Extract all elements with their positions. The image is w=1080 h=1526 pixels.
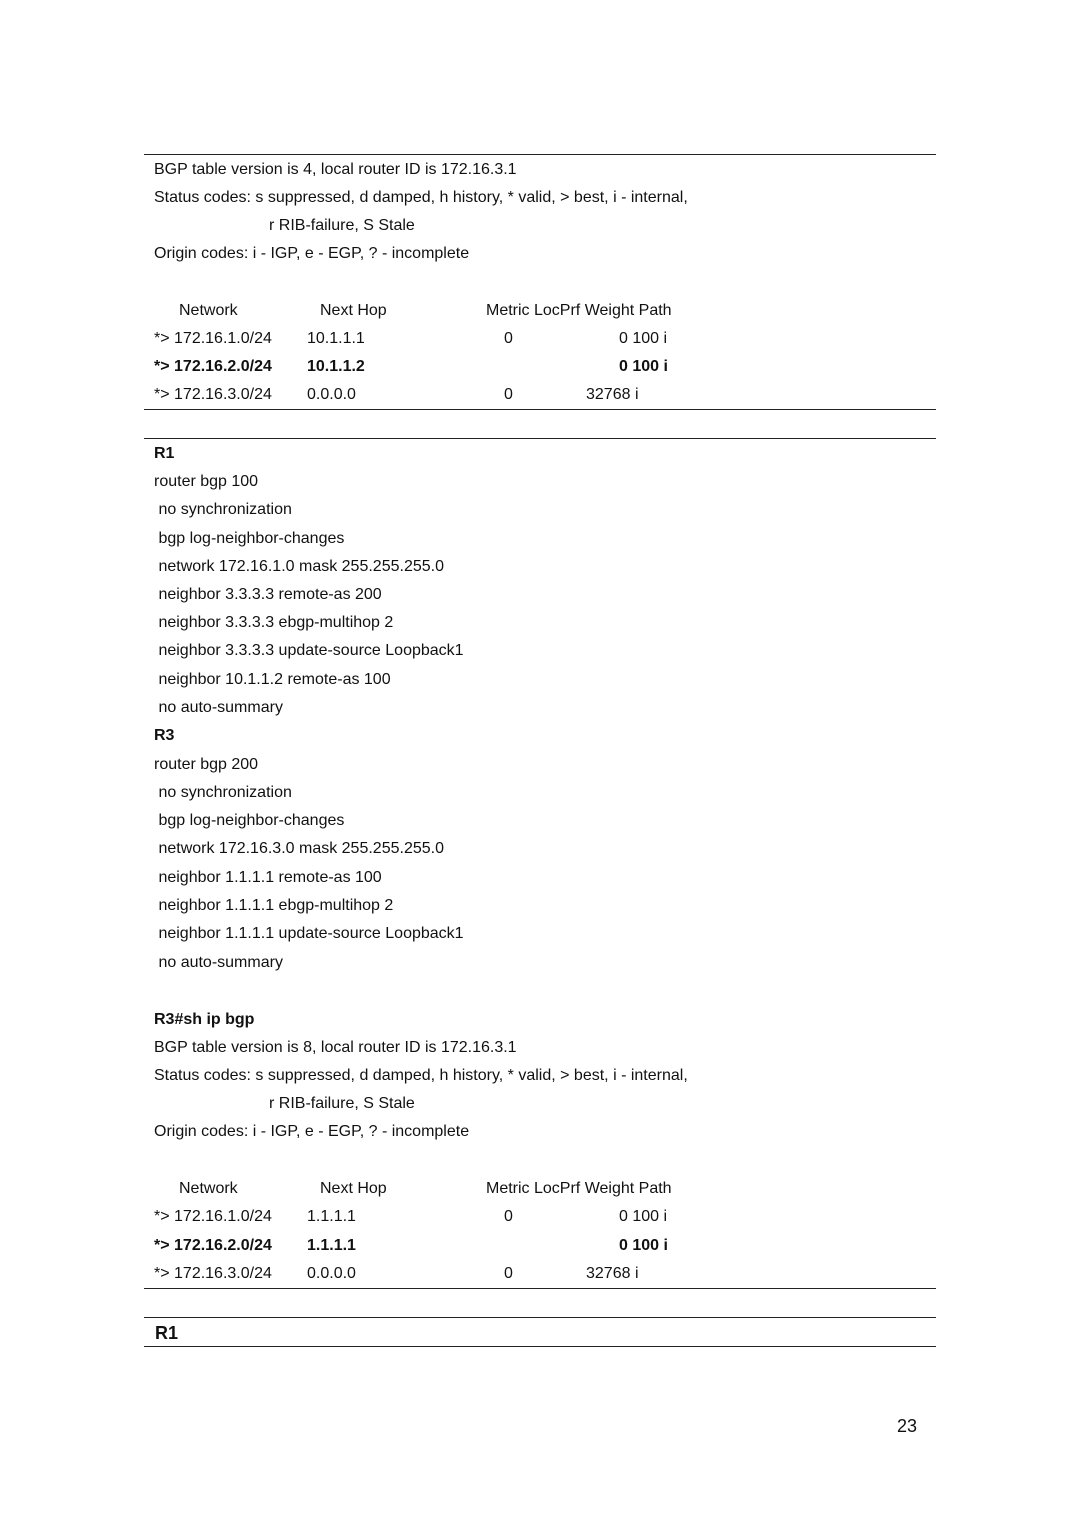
top-rule-1 xyxy=(144,154,936,155)
route-weight-path: 0 100 i xyxy=(619,358,668,375)
column-header-network: Network xyxy=(179,1180,238,1197)
column-header-metrics: Metric LocPrf Weight Path xyxy=(486,1180,672,1197)
config-line: neighbor 1.1.1.1 ebgp-multihop 2 xyxy=(154,897,394,914)
config-line: bgp log-neighbor-changes xyxy=(154,812,345,829)
config-line: network 172.16.3.0 mask 255.255.255.0 xyxy=(154,840,444,857)
top-rule-3 xyxy=(144,1317,936,1318)
config-line: no synchronization xyxy=(154,784,292,801)
config-line: bgp log-neighbor-changes xyxy=(154,530,345,547)
origin-codes: Origin codes: i - IGP, e - EGP, ? - incomplete xyxy=(154,1123,470,1140)
route-next-hop: 1.1.1.1 xyxy=(307,1208,356,1225)
route-network: *> 172.16.1.0/24 xyxy=(154,330,272,347)
config-line: neighbor 1.1.1.1 update-source Loopback1 xyxy=(154,925,464,942)
config-line: no auto-summary xyxy=(154,954,283,971)
status-codes-continued: r RIB-failure, S Stale xyxy=(269,1095,415,1112)
route-network: *> 172.16.3.0/24 xyxy=(154,1265,272,1282)
command-heading: R3#sh ip bgp xyxy=(154,1011,255,1028)
route-weight-path: 32768 i xyxy=(586,386,639,403)
bgp-table-version: BGP table version is 4, local router ID is 172.16.3.1 xyxy=(154,161,517,178)
bottom-rule-3 xyxy=(144,1346,936,1347)
config-line: router bgp 200 xyxy=(154,756,259,773)
config-line: neighbor 1.1.1.1 remote-as 100 xyxy=(154,869,382,886)
config-line: neighbor 3.3.3.3 remote-as 200 xyxy=(154,586,382,603)
r1-label: R1 xyxy=(154,445,175,462)
config-line: no synchronization xyxy=(154,501,292,518)
config-line: no auto-summary xyxy=(154,699,283,716)
config-line: neighbor 10.1.1.2 remote-as 100 xyxy=(154,671,391,688)
route-next-hop: 0.0.0.0 xyxy=(307,386,356,403)
route-network: *> 172.16.2.0/24 xyxy=(154,358,272,375)
route-weight-path: 32768 i xyxy=(586,1265,639,1282)
config-line: router bgp 100 xyxy=(154,473,259,490)
route-metric: 0 xyxy=(504,1265,513,1282)
config-line: network 172.16.1.0 mask 255.255.255.0 xyxy=(154,558,444,575)
route-next-hop: 10.1.1.2 xyxy=(307,358,365,375)
route-network: *> 172.16.2.0/24 xyxy=(154,1237,272,1254)
bottom-rule-1 xyxy=(144,409,936,410)
route-metric: 0 xyxy=(504,330,513,347)
config-line: neighbor 3.3.3.3 ebgp-multihop 2 xyxy=(154,614,394,631)
bottom-rule-2 xyxy=(144,1288,936,1289)
r1-heading: R1 xyxy=(155,1323,179,1343)
route-weight-path: 0 100 i xyxy=(619,330,668,347)
route-next-hop: 1.1.1.1 xyxy=(307,1237,356,1254)
column-header-next-hop: Next Hop xyxy=(320,302,387,319)
route-weight-path: 0 100 i xyxy=(619,1208,668,1225)
config-line: neighbor 3.3.3.3 update-source Loopback1 xyxy=(154,642,464,659)
status-codes-continued: r RIB-failure, S Stale xyxy=(269,217,415,234)
route-network: *> 172.16.3.0/24 xyxy=(154,386,272,403)
status-codes: Status codes: s suppressed, d damped, h history, * valid, > best, i - internal, xyxy=(154,1067,688,1084)
route-metric: 0 xyxy=(504,1208,513,1225)
origin-codes: Origin codes: i - IGP, e - EGP, ? - incomplete xyxy=(154,245,470,262)
column-header-network: Network xyxy=(179,302,238,319)
route-metric: 0 xyxy=(504,386,513,403)
column-header-next-hop: Next Hop xyxy=(320,1180,387,1197)
route-next-hop: 10.1.1.1 xyxy=(307,330,365,347)
top-rule-2 xyxy=(144,438,936,439)
route-network: *> 172.16.1.0/24 xyxy=(154,1208,272,1225)
r3-label: R3 xyxy=(154,727,175,744)
column-header-metrics: Metric LocPrf Weight Path xyxy=(486,302,672,319)
route-next-hop: 0.0.0.0 xyxy=(307,1265,356,1282)
page-number: 23 xyxy=(897,1416,918,1436)
bgp-table-version: BGP table version is 8, local router ID is 172.16.3.1 xyxy=(154,1039,517,1056)
status-codes: Status codes: s suppressed, d damped, h history, * valid, > best, i - internal, xyxy=(154,189,688,206)
route-weight-path: 0 100 i xyxy=(619,1237,668,1254)
